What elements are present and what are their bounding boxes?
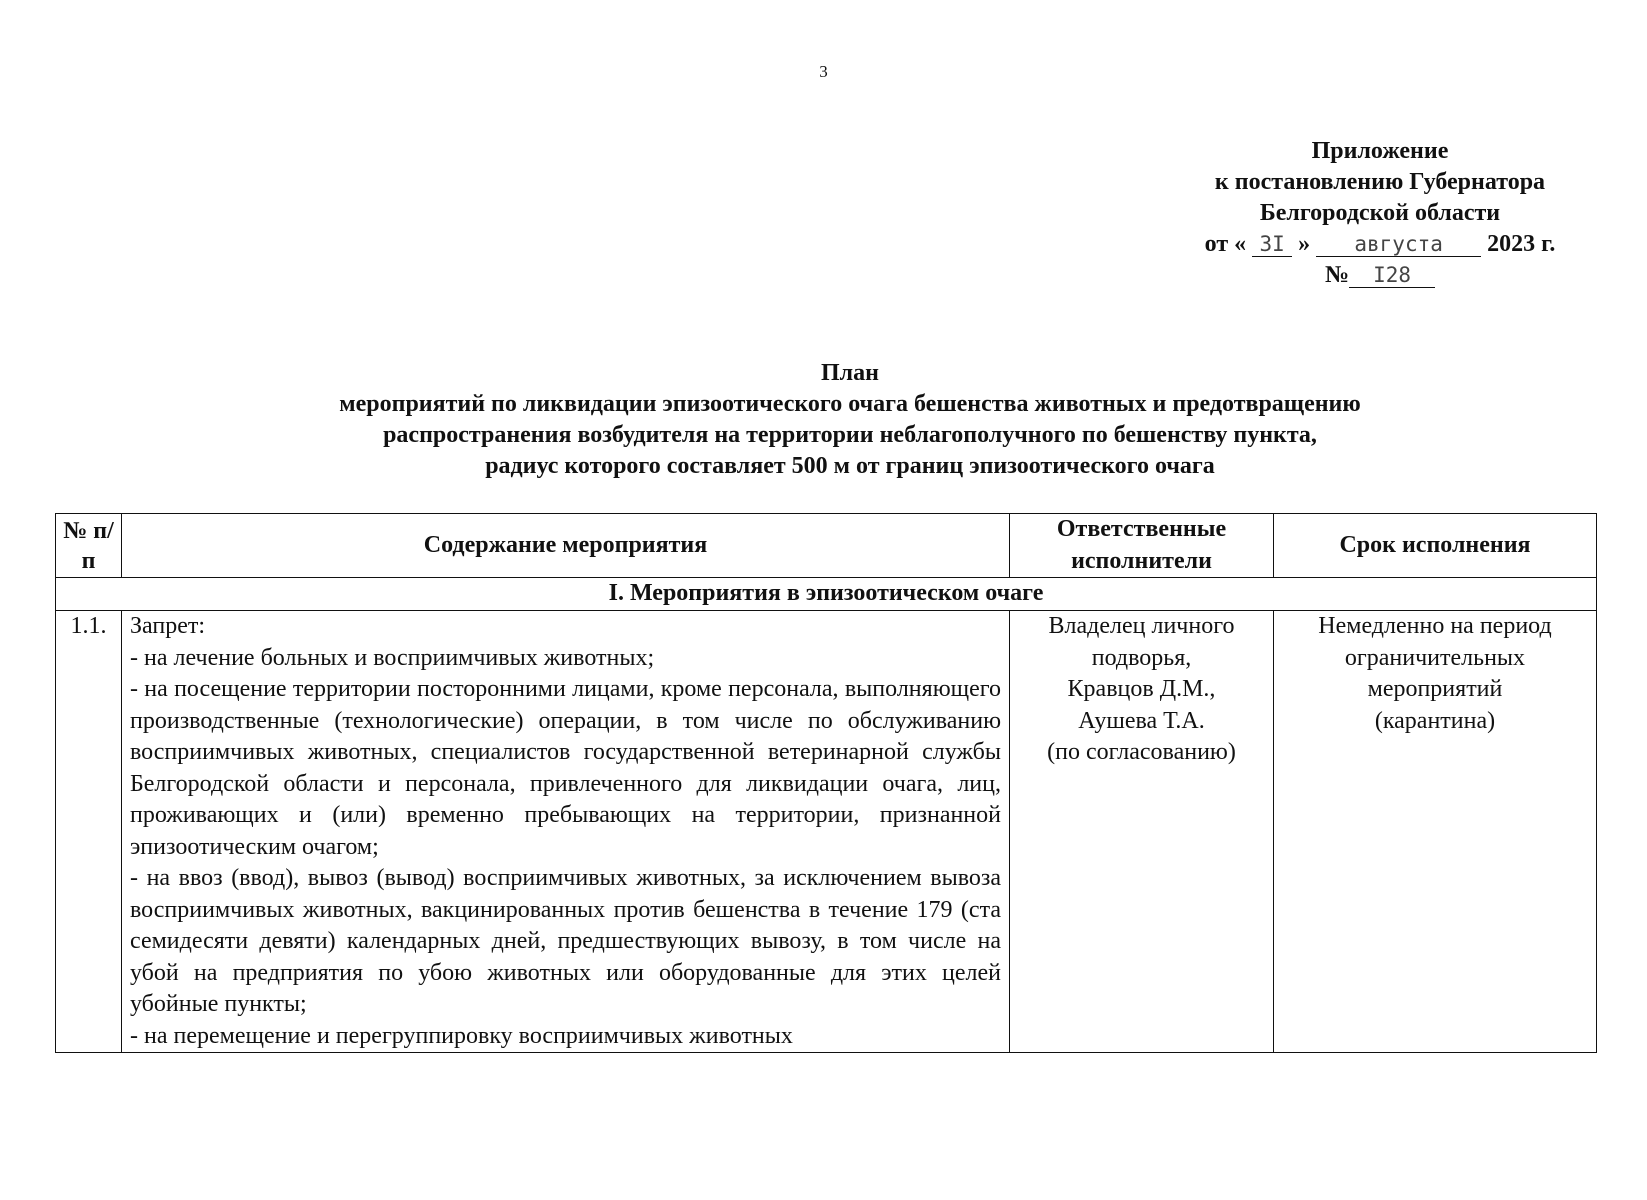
date-month-field: августа: [1316, 232, 1481, 257]
content-paragraph: - на перемещение и перегруппировку восприимчивых животных: [130, 1022, 793, 1049]
document-title: [0, 358, 1647, 482]
date-prefix: от «: [1204, 231, 1247, 257]
appendix-title: Приложение: [1311, 138, 1449, 164]
page-number: 3: [819, 62, 828, 81]
row-responsible: [1010, 611, 1274, 1053]
header-responsible: Ответственные исполнители: [1010, 514, 1274, 578]
appendix-region: Белгородской области: [1259, 200, 1501, 226]
number-prefix: №: [1324, 262, 1350, 288]
appendix-date-line: [1170, 229, 1590, 260]
deadline-line: мероприятий: [1367, 676, 1503, 702]
header-content: Содержание мероприятия: [122, 514, 1010, 578]
appendix-number-line: [1170, 260, 1590, 291]
responsible-line: Аушева Т.А.: [1078, 707, 1205, 734]
responsible-line: Кравцов Д.М.,: [1067, 676, 1216, 702]
deadline-line: ограничительных: [1344, 644, 1526, 671]
title-line-4: радиус которого составляет 500 м от границ эпизоотического очага: [485, 453, 1215, 479]
title-line-3: распространения возбудителя на территории неблагополучного по бешенству пункта,: [383, 422, 1317, 448]
deadline-line: Немедленно на период: [1318, 613, 1552, 639]
date-year: 2023 г.: [1487, 231, 1556, 257]
content-paragraph: - на лечение больных и восприимчивых животных;: [130, 644, 655, 671]
title-line-2: мероприятий по ликвидации эпизоотического очага бешенства животных и предотвращению: [339, 391, 1361, 417]
row-number: 1.1.: [56, 611, 122, 1053]
content-paragraph: - на посещение территории посторонними лицами, кроме персонала, выполняющего производственные (технологические) операции, в том числе по обслуживанию восприимчивых животных, специалистов государственной ветеринарной службы Белгородской области и персонала, привлеченного для ликвидации очага, лиц, проживающих и (или) временно пребывающих на территории, признанной эпизоотическим очагом;: [130, 676, 1001, 860]
content-paragraph: Запрет:: [130, 613, 206, 639]
date-mid: »: [1298, 231, 1311, 257]
header-num: № п/п: [56, 514, 122, 578]
header-deadline: Срок исполнения: [1274, 514, 1597, 578]
document-number-field: I28: [1349, 263, 1435, 288]
table-row: [56, 611, 1597, 1053]
responsible-line: Владелец личного: [1048, 613, 1235, 639]
title-line-1: План: [821, 360, 879, 386]
plan-table: [55, 513, 1597, 1053]
responsible-line: (по согласованию): [1047, 739, 1236, 765]
row-deadline: [1274, 611, 1597, 1053]
appendix-decree: к постановлению Губернатора: [1214, 169, 1546, 195]
section-title: I. Мероприятия в эпизоотическом очаге: [56, 578, 1597, 611]
date-day-field: 3I: [1252, 232, 1292, 257]
section-row: [56, 578, 1597, 611]
responsible-line: подворья,: [1091, 644, 1192, 671]
content-paragraph: - на ввоз (ввод), вывоз (вывод) восприимчивых животных, за исключением вывоза восприимчивых животных, вакцинированных против бешенства в течение 179 (ста семидесяти девяти) календарных дней, предшествующих вывозу, в том числе на убой на предприятия по убою животных или оборудованные для этих целей убойные пункты;: [130, 865, 1001, 1017]
table-header-row: [56, 514, 1597, 578]
row-content: [122, 611, 1010, 1053]
deadline-line: (карантина): [1374, 707, 1496, 734]
appendix-block: [1170, 136, 1590, 291]
